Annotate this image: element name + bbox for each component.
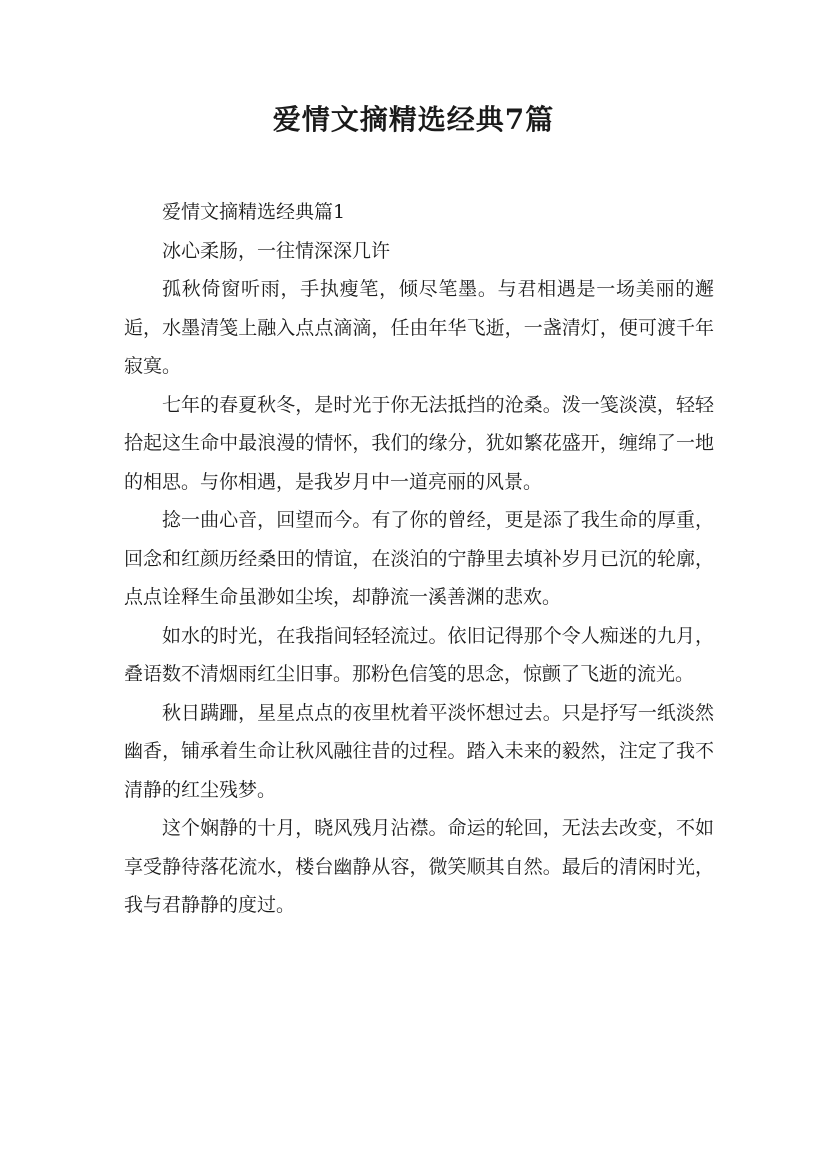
paragraph: 孤秋倚窗听雨，手执瘦笔，倾尽笔墨。与君相遇是一场美丽的邂逅，水墨清笺上融入点点滴滴，任由年华飞逝，一盏清灯，便可渡千年寂寞。	[124, 278, 714, 377]
document-title: 爱情文摘精选经典7篇	[272, 103, 555, 136]
section-heading: 爱情文摘精选经典篇1	[162, 201, 346, 223]
paragraph: 秋日蹒跚，星星点点的夜里枕着平淡怀想过去。只是抒写一纸淡然幽香，铺承着生命让秋风融往昔的过程。踏入未来的毅然，注定了我不清静的红尘残梦。	[124, 701, 714, 801]
paragraph: 七年的春夏秋冬，是时光于你无法抵挡的沧桑。泼一笺淡漠，轻轻拾起这生命中最浪漫的情怀，我们的缘分，犹如繁花盛开，缠绵了一地的相思。与你相遇，是我岁月中一道亮丽的风景。	[124, 393, 714, 493]
paragraph: 捻一曲心音，回望而今。有了你的曾经，更是添了我生命的厚重，回念和红颜历经桑田的情谊，在淡泊的宁静里去填补岁月已沉的轮廓，点点诠释生命虽渺如尘埃，却静流一溪善渊的悲欢。	[124, 509, 714, 608]
paragraph: 如水的时光，在我指间轻轻流过。依旧记得那个令人痴迷的九月，叠语数不清烟雨红尘旧事。那粉色信笺的思念，惊颤了飞逝的流光。	[124, 624, 714, 685]
subtitle-line: 冰心柔肠，一往情深深几许	[162, 239, 391, 262]
document-body	[124, 193, 714, 925]
paragraph: 这个娴静的十月，晓风残月沾襟。命运的轮回，无法去改变，不如享受静待落花流水，楼台幽静从容，微笑顺其自然。最后的清闲时光，我与君静静的度过。	[124, 817, 714, 916]
